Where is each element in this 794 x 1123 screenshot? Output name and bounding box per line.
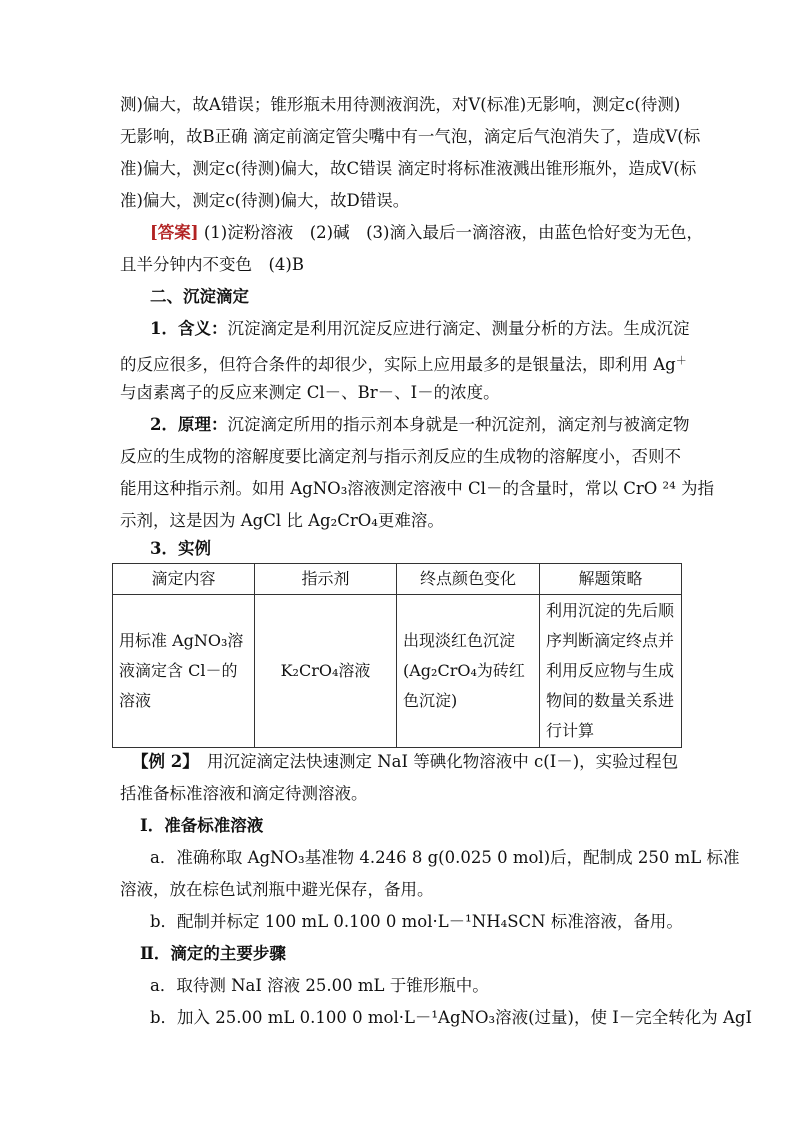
example-line — [132, 746, 680, 778]
paragraph-line: 测)偏大，故A错误；锥形瓶未用待测液润洗，对V(标准)无影响，测定c(待测) — [120, 95, 681, 114]
table-header-row — [113, 564, 682, 595]
example-table — [112, 563, 682, 748]
part-1-heading: Ⅰ．准备标准溶液 — [140, 816, 264, 835]
table-header-cell: 终点颜色变化 — [397, 564, 540, 595]
item-1-label: 1．含义： — [150, 319, 228, 338]
paragraph-line: 准)偏大，测定c(待测)偏大，故C错误 滴定时将标准液溅出锥形瓶外，造成V(标 — [120, 159, 697, 178]
part-2-a-line: a．取待测 NaI 溶液 25.00 mL 于锥形瓶中。 — [150, 976, 489, 995]
item-2-text: 沉淀滴定所用的指示剂本身就是一种沉淀剂，滴定剂与被滴定物 — [227, 415, 690, 434]
item-1-line — [150, 313, 690, 345]
table-cell-content: 用标准 AgNO₃溶液滴定含 Cl－的溶液 — [113, 595, 255, 748]
part-1-a-line: a．准确称取 AgNO₃基准物 4.246 8 g(0.025 0 mol)后，配制成 250 mL 标准 — [150, 848, 740, 867]
item-2-line: 示剂，这是因为 AgCl 比 Ag₂CrO₄更难溶。 — [120, 511, 444, 530]
item-2-line — [150, 409, 690, 441]
table-cell-indicator: K₂CrO₄溶液 — [255, 595, 397, 748]
part-2-heading: Ⅱ．滴定的主要步骤 — [140, 944, 286, 963]
example-text: 用沉淀滴定法快速测定 NaI 等碘化物溶液中 c(I－)，实验过程包 — [190, 752, 679, 771]
item-1-line — [120, 345, 687, 377]
part-1-b-line: b．配制并标定 100 mL 0.100 0 mol·L－¹NH₄SCN 标准溶液，备用。 — [150, 912, 683, 931]
table-header-cell: 解题策略 — [540, 564, 682, 595]
table-header-cell: 指示剂 — [255, 564, 397, 595]
item-2-line: 能用这种指示剂。如用 AgNO₃溶液测定溶液中 Cl－的含量时，常以 CrO ²⁴ 为指 — [120, 479, 714, 498]
part-2-b-line: b．加入 25.00 mL 0.100 0 mol·L－¹AgNO₃溶液(过量)，使 I－完全转化为 AgI — [150, 1008, 752, 1027]
answer-line — [150, 217, 703, 249]
part-1-a-line: 溶液，放在棕色试剂瓶中避光保存，备用。 — [120, 880, 434, 899]
section-heading: 二、沉淀滴定 — [150, 287, 249, 306]
answer-label: [答案] — [150, 223, 199, 242]
paragraph-line: 准)偏大，测定c(待测)偏大，故D错误。 — [120, 191, 410, 210]
item-2-label: 2．原理： — [150, 415, 228, 434]
table-row — [113, 595, 682, 748]
example-line: 括准备标准溶液和滴定待测溶液。 — [120, 784, 368, 803]
item-2-line: 反应的生成物的溶解度要比滴定剂与指示剂反应的生成物的溶解度小，否则不 — [120, 447, 681, 466]
paragraph-line: 无影响，故B正确 滴定前滴定管尖嘴中有一气泡，滴定后气泡消失了，造成V(标 — [120, 127, 701, 146]
example-label: 【例 2】 — [132, 752, 191, 771]
answer-line: 且半分钟内不变色 (4)B — [120, 255, 304, 274]
answer-text: (1)淀粉溶液 (2)碱 (3)滴入最后一滴溶液，由蓝色恰好变为无色， — [203, 223, 703, 242]
item-3-heading: 3．实例 — [150, 539, 211, 558]
table-header-cell: 滴定内容 — [113, 564, 255, 595]
superscript: ＋ — [675, 354, 687, 367]
item-1-text: 的反应很多，但符合条件的却很少，实际上应用最多的是银量法，即利用 Ag — [120, 355, 676, 374]
item-1-line: 与卤素离子的反应来测定 Cl－、Br－、I－的浓度。 — [120, 383, 500, 402]
table-cell-color-change: 出现淡红色沉淀(Ag₂CrO₄为砖红色沉淀) — [397, 595, 540, 748]
item-1-text: 沉淀滴定是利用沉淀反应进行滴定、测量分析的方法。生成沉淀 — [227, 319, 690, 338]
table-cell-strategy: 利用沉淀的先后顺序判断滴定终点并利用反应物与生成物间的数量关系进行计算 — [540, 595, 682, 748]
